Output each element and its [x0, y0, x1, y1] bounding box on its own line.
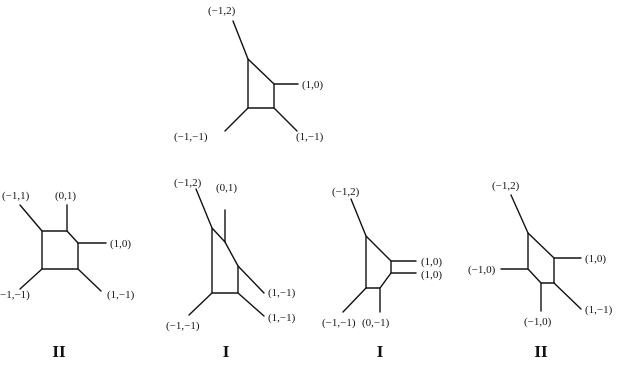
- diagram-4-label-2: (1,0): [585, 253, 607, 265]
- diagram-1-caption: II: [52, 342, 66, 361]
- top-diagram: [174, 5, 324, 143]
- diagram-2-label-1: (−1,2): [174, 177, 202, 189]
- diagram-1-label-5: (1,−1): [107, 289, 135, 301]
- top-label-2: (1,0): [302, 79, 324, 91]
- top-label-3: (−1,−1): [174, 131, 208, 143]
- diagram-3-label-2: (1,0): [421, 256, 443, 268]
- top-edges: [225, 21, 298, 131]
- diagram-1: [0, 190, 135, 361]
- diagram-1-label-2: (0,1): [55, 190, 77, 202]
- diagram-4-edges: [501, 195, 581, 311]
- diagram-1-label-1: (−1,1): [2, 190, 30, 202]
- diagram-3-caption: I: [376, 342, 384, 361]
- diagram-4-label-3: (−1,0): [468, 264, 496, 276]
- diagram-2-label-5: (1,−1): [268, 312, 296, 324]
- diagram-1-label-4: −1,−1): [0, 289, 30, 301]
- top-label-4: (1,−1): [296, 131, 324, 143]
- diagram-4-caption: II: [534, 342, 548, 361]
- diagram-1-edges: [20, 205, 106, 291]
- diagram-3-label-5: (0,−1): [362, 317, 390, 329]
- diagram-3-label-4: (−1,−1): [322, 317, 356, 329]
- diagram-3: [322, 186, 442, 361]
- diagram-4-label-4: (−1,0): [524, 316, 552, 328]
- diagram-3-label-1: (−1,2): [332, 186, 360, 198]
- diagram-2: [166, 177, 296, 361]
- diagram-2-caption: I: [222, 342, 230, 361]
- diagram-1-label-3: (1,0): [110, 238, 132, 250]
- diagram-2-label-2: (0,1): [216, 182, 238, 194]
- diagram-3-label-3: (1,0): [421, 269, 443, 281]
- top-label-1: (−1,2): [208, 5, 236, 17]
- diagram-2-label-4: (−1,−1): [166, 320, 200, 332]
- diagram-2-label-3: (1,−1): [268, 287, 296, 299]
- diagram-4-label-1: (−1,2): [492, 180, 520, 192]
- diagram-3-edges: [343, 199, 416, 312]
- diagram-2-edges: [189, 189, 264, 316]
- diagram-4: [468, 180, 613, 361]
- diagram-4-label-5: (1,−1): [585, 304, 613, 316]
